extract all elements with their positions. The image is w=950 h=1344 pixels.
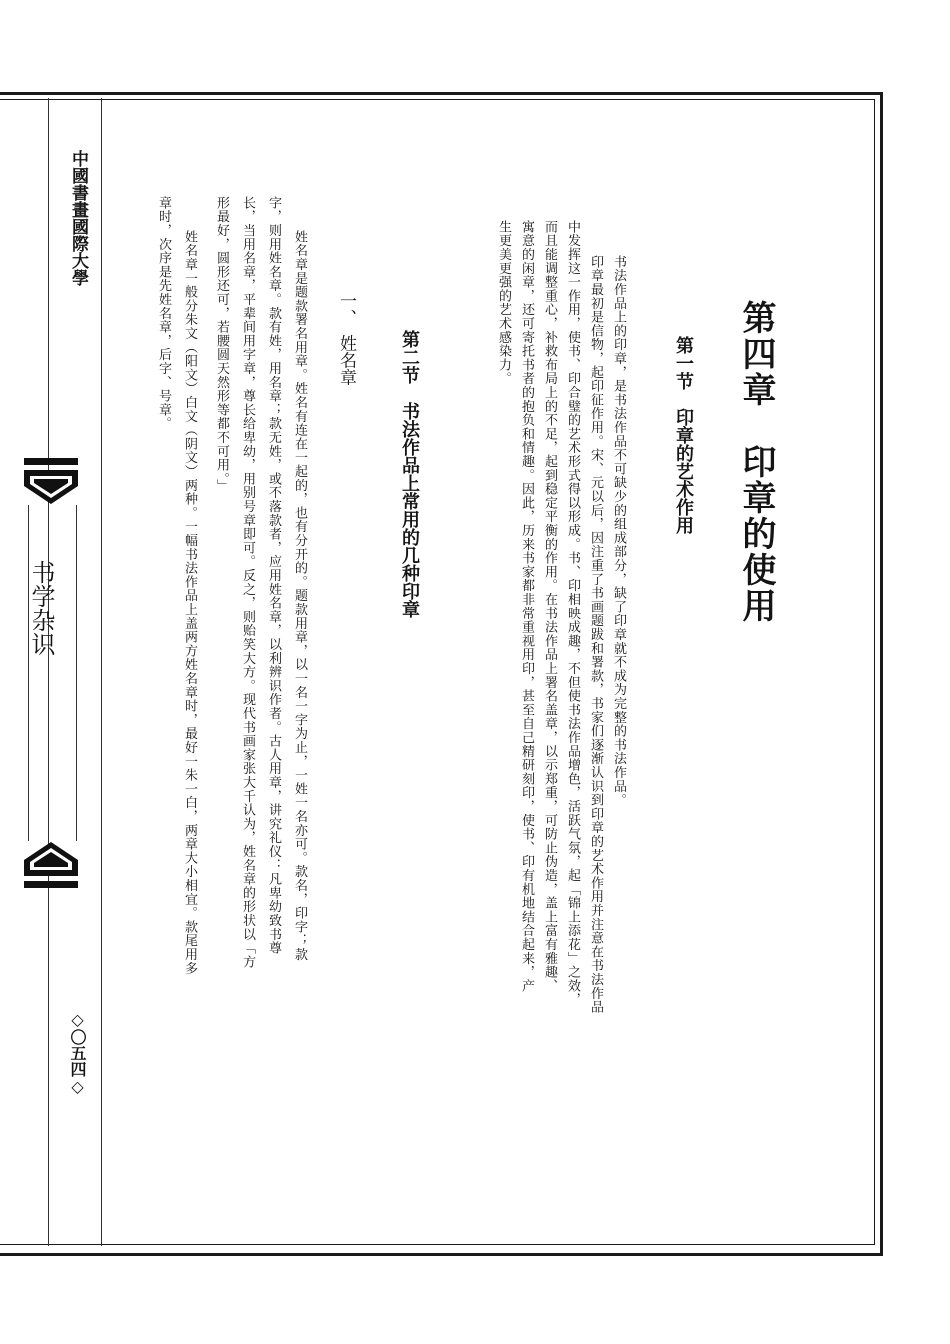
- section-2-line-2: 字，则用姓名章。款有姓，用名章；款无姓，或不落款者，应用姓名章，以利辨识作者。古人用章，讲究礼仪：凡卑幼致书尊: [266, 196, 281, 955]
- frame-inner-line-top: [0, 99, 875, 100]
- frame-inner-line-right: [874, 99, 875, 1245]
- section-1-line-2: 印章最初是信物，起印征作用。宋、元以后，因注重了书画题跋和署款，书家们逐渐认识到印章的艺术作用并注意在书法作品: [588, 255, 603, 1014]
- university-name: 中國書畫國際大學: [68, 150, 88, 286]
- section-2-line-1: 姓名章是题款署名用章。姓名有连在一起的，也有分开的。题款用章，以一名一字为止，一姓一名亦可。款名，印字；款: [292, 230, 307, 962]
- section-2-line-4: 形最好，圆形还可，若腰圆天然形等都不可用。」: [214, 196, 229, 494]
- section-1-line-4: 而且能调整重心，补救布局上的不足，起到稳定平衡的作用。在书法作品上署名盖章，以示郑重，可防止伪造，盖上富有雅趣、: [542, 220, 557, 993]
- series-title: 书学杂识: [27, 560, 55, 656]
- section-1-title: 第一节 印章的艺术作用: [673, 336, 694, 534]
- ornament-bottom-icon: [24, 840, 78, 890]
- section-1-line-1: 书法作品上的印章，是书法作品不可缺少的组成部分，缺了印章就不成为完整的书法作品。: [611, 255, 626, 807]
- subsection-title: 一、 姓名章: [336, 292, 356, 386]
- page-number: ◇〇五四◇: [68, 1010, 87, 1096]
- ornament-top-icon: [24, 456, 78, 506]
- page-frame: [0, 92, 883, 1256]
- section-2-line-3: 长，当用名章，平辈间用字章，尊长给卑幼，用别号章即可。反之，则贻笑大方。现代书画家张大千认为，姓名章的形状以「方: [240, 196, 255, 969]
- section-1-line-3: 中发挥这一作用，使书、印合璧的艺术形式得以形成。书、印相映成趣，不但使书法作品增色，活跃气氛，起「锦上添花」之效，: [565, 220, 580, 1007]
- series-title-box: [28, 505, 77, 841]
- section-1-line-6: 生更美更强的艺术感染力。: [496, 220, 511, 386]
- section-2-line-6: 章时，次序是先姓名章，后字、号章。: [156, 196, 171, 431]
- section-1-line-5: 寓意的闲章，还可寄托书者的抱负和情趣。因此，历来书家都非常重视用印，甚至自己精研刻印，使书、印有机地结合起来，产: [519, 220, 534, 993]
- section-2-line-5: 姓名章一般分朱文（阳文）白文（阴文）两种。一幅书法作品上盖两方姓名章时，最好一朱一白，两章大小相宜。款尾用多: [182, 230, 197, 976]
- chapter-title: 第四章 印章的使用: [736, 300, 776, 624]
- section-2-title: 第二节 书法作品上常用的几种印章: [399, 330, 420, 618]
- frame-inner-line-bottom: [0, 1244, 875, 1245]
